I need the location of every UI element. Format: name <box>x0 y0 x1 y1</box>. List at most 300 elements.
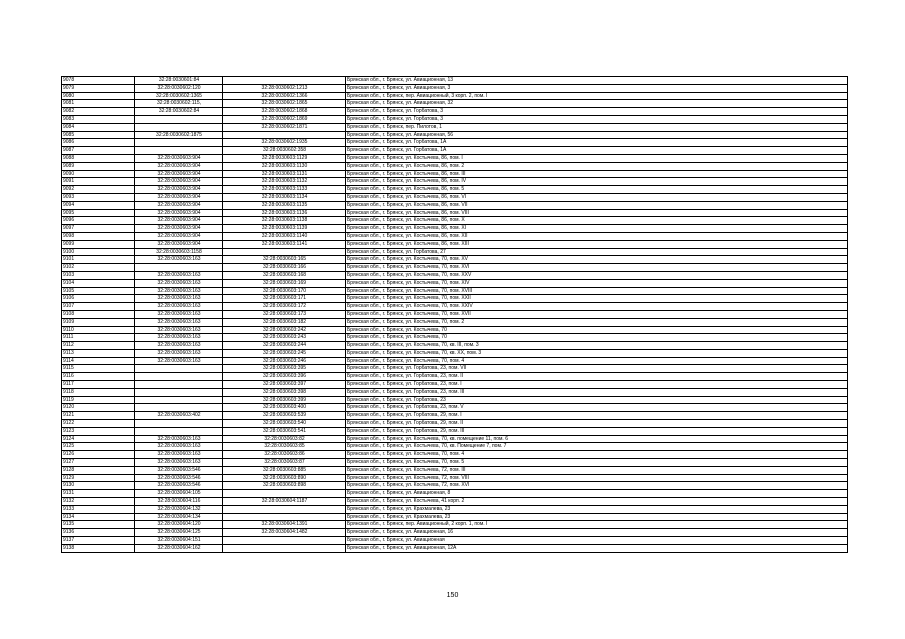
row-number-cell: 9104 <box>62 279 135 287</box>
address-cell: Брянская обл., г. Брянск, ул. Костычева, 70, пом. 5 <box>346 459 848 467</box>
address-cell: Брянская обл., г. Брянск, ул. Авиационная, 12А <box>346 544 848 552</box>
address-cell: Брянская обл., г. Брянск, ул. Костычева, 86, пом. IV <box>346 178 848 186</box>
parcel-cadastral-cell: 32:28:0030603:163 <box>135 295 223 303</box>
parcel-cadastral-cell <box>135 381 223 389</box>
row-number-cell: 9081 <box>62 100 135 108</box>
address-cell: Брянская обл., г. Брянск, ул. Горбатова, 1А <box>346 147 848 155</box>
row-number-cell: 9085 <box>62 131 135 139</box>
address-cell: Брянская обл., г. Брянск, ул. Костычева, 86, пом. XI <box>346 225 848 233</box>
parcel-cadastral-cell: 32:28:0030603:904 <box>135 209 223 217</box>
object-cadastral-cell: 32:28:0030603:1141 <box>223 240 346 248</box>
parcel-cadastral-cell: 32:28:0030603:1158 <box>135 248 223 256</box>
parcel-cadastral-cell <box>135 123 223 131</box>
row-number-cell: 9088 <box>62 154 135 162</box>
table-row <box>62 349 848 357</box>
row-number-cell: 9084 <box>62 123 135 131</box>
address-cell: Брянская обл., г. Брянск, ул. Костычева, 86, пом. I <box>346 154 848 162</box>
parcel-cadastral-cell: 32:28:0030604:116 <box>135 498 223 506</box>
table-row <box>62 256 848 264</box>
object-cadastral-cell: 32:28:0030602:358 <box>223 147 346 155</box>
address-cell: Брянская обл., г. Брянск, ул. Авиационная, 32 <box>346 100 848 108</box>
address-cell: Брянская обл., г. Брянск, ул. Костычева, 86, пом. 2 <box>346 162 848 170</box>
object-cadastral-cell: 32:28:0030603:1140 <box>223 232 346 240</box>
parcel-cadastral-cell <box>135 147 223 155</box>
parcel-cadastral-cell: 32:28:0030604:125 <box>135 529 223 537</box>
row-number-cell: 9094 <box>62 201 135 209</box>
address-cell: Брянская обл., г. Брянск, ул. Костычева, 86, пом. XII <box>346 232 848 240</box>
row-number-cell: 9083 <box>62 115 135 123</box>
table-row <box>62 435 848 443</box>
row-number-cell: 9132 <box>62 498 135 506</box>
table-row <box>62 295 848 303</box>
object-cadastral-cell <box>223 544 346 552</box>
table-row <box>62 412 848 420</box>
object-cadastral-cell: 32:28:0030603:396 <box>223 373 346 381</box>
table-row <box>62 193 848 201</box>
row-number-cell: 9133 <box>62 505 135 513</box>
table-row <box>62 154 848 162</box>
object-cadastral-cell: 32:28:0030603:885 <box>223 466 346 474</box>
address-cell: Брянская обл., г. Брянск, ул. Костычева, 41 корп. 2 <box>346 498 848 506</box>
row-number-cell: 9135 <box>62 521 135 529</box>
table-row <box>62 466 848 474</box>
row-number-cell: 9128 <box>62 466 135 474</box>
table-row <box>62 373 848 381</box>
parcel-cadastral-cell: 32:28:0030604:162 <box>135 544 223 552</box>
table-row <box>62 404 848 412</box>
object-cadastral-cell <box>223 505 346 513</box>
address-cell: Брянская обл., г. Брянск, ул. Костычева, 70, пом. 2 <box>346 318 848 326</box>
address-cell: Брянская обл., г. Брянск, ул. Горбатова, 29, пом. III <box>346 427 848 435</box>
address-cell: Брянская обл., г. Брянск, ул. Горбатова, 29, пом. II <box>346 420 848 428</box>
address-cell: Брянская обл., г. Брянск, ул. Костычева, 86, пом. VII <box>346 201 848 209</box>
table-row <box>62 240 848 248</box>
address-cell: Брянская обл., г. Брянск, ул. Костычева, 70, пом. XVIII <box>346 287 848 295</box>
parcel-cadastral-cell: 32:28:0030603:904 <box>135 193 223 201</box>
object-cadastral-cell: 32:28:0030603:898 <box>223 482 346 490</box>
object-cadastral-cell: 32:28:0030604:1391 <box>223 521 346 529</box>
row-number-cell: 9114 <box>62 357 135 365</box>
object-cadastral-cell: 32:28:0030603:395 <box>223 365 346 373</box>
table-row <box>62 388 848 396</box>
parcel-cadastral-cell: 32:28:0030603:904 <box>135 201 223 209</box>
table-row <box>62 357 848 365</box>
row-number-cell: 9096 <box>62 217 135 225</box>
address-cell: Брянская обл., г. Брянск, ул. Костычева, 86, пом. XIII <box>346 240 848 248</box>
address-cell: Брянская обл., г. Брянск, ул. Горбатова, 3 <box>346 115 848 123</box>
parcel-cadastral-cell <box>135 427 223 435</box>
parcel-cadastral-cell: 32:28:0030603:163 <box>135 287 223 295</box>
object-cadastral-cell: 32:28:0030603:1129 <box>223 154 346 162</box>
row-number-cell: 9092 <box>62 186 135 194</box>
parcel-cadastral-cell: 32:28:0030603:163 <box>135 451 223 459</box>
object-cadastral-cell: 32:28:0030603:166 <box>223 264 346 272</box>
object-cadastral-cell: 32:28:0030602:1869 <box>223 115 346 123</box>
address-cell: Брянская обл., г. Брянск, ул. Авиационная, 8 <box>346 490 848 498</box>
table-row <box>62 209 848 217</box>
parcel-cadastral-cell <box>135 404 223 412</box>
row-number-cell: 9086 <box>62 139 135 147</box>
object-cadastral-cell: 32:28:0030603:398 <box>223 388 346 396</box>
row-number-cell: 9137 <box>62 537 135 545</box>
parcel-cadastral-cell: 32:28:0030602:115, <box>135 100 223 108</box>
table-row <box>62 115 848 123</box>
table-row <box>62 342 848 350</box>
address-cell: Брянская обл., г. Брянск, ул. Авиационная, 16 <box>346 529 848 537</box>
parcel-cadastral-cell: 32:28:0030603:163 <box>135 334 223 342</box>
parcel-cadastral-cell: 32:28:0030602:1875 <box>135 131 223 139</box>
object-cadastral-cell: 32:28:0030603:1139 <box>223 225 346 233</box>
parcel-cadastral-cell: 32:28:0030603:163 <box>135 326 223 334</box>
table-row <box>62 84 848 92</box>
parcel-cadastral-cell <box>135 388 223 396</box>
object-cadastral-cell: 32:28:0030604:1482 <box>223 529 346 537</box>
address-cell: Брянская обл., г. Брянск, ул. Костычева, 70 <box>346 334 848 342</box>
object-cadastral-cell: 32:28:0030603:1133 <box>223 186 346 194</box>
object-cadastral-cell <box>223 248 346 256</box>
address-cell: Брянская обл., г. Брянск, ул. Авиационная, 13 <box>346 77 848 85</box>
row-number-cell: 9087 <box>62 147 135 155</box>
object-cadastral-cell: 32:28:0030603:539 <box>223 412 346 420</box>
address-cell: Брянская обл., г. Брянск, ул. Горбатова, 23, пом. III <box>346 388 848 396</box>
address-cell: Брянская обл., г. Брянск, ул. Горбатова, 23, пом. V <box>346 404 848 412</box>
object-cadastral-cell: 32:28:0030603:165 <box>223 256 346 264</box>
parcel-cadastral-cell <box>135 139 223 147</box>
address-cell: Брянская обл., г. Брянск, ул. Горбатова, 27 <box>346 248 848 256</box>
row-number-cell: 9126 <box>62 451 135 459</box>
parcel-cadastral-cell <box>135 373 223 381</box>
object-cadastral-cell: 32:28:0030603:243 <box>223 334 346 342</box>
address-cell: Брянская обл., г. Брянск, ул. Крахмалева, 23 <box>346 513 848 521</box>
object-cadastral-cell: 32:28:0030602:1871 <box>223 123 346 131</box>
object-cadastral-cell <box>223 77 346 85</box>
address-cell: Брянская обл., г. Брянск, ул. Крахмалева, 23 <box>346 505 848 513</box>
table-row <box>62 310 848 318</box>
row-number-cell: 9123 <box>62 427 135 435</box>
object-cadastral-cell: 32:28:0030603:82 <box>223 435 346 443</box>
row-number-cell: 9112 <box>62 342 135 350</box>
parcel-cadastral-cell: 32:28:0030603:402 <box>135 412 223 420</box>
address-cell: Брянская обл., г. Брянск, ул. Костычева, 86, пом. VIII <box>346 209 848 217</box>
parcel-cadastral-cell: 32:28:0030603:904 <box>135 232 223 240</box>
row-number-cell: 9124 <box>62 435 135 443</box>
table-row <box>62 427 848 435</box>
row-number-cell: 9100 <box>62 248 135 256</box>
parcel-cadastral-cell: 32:28:0030603:904 <box>135 186 223 194</box>
row-number-cell: 9115 <box>62 365 135 373</box>
address-cell: Брянская обл., г. Брянск, ул. Костычева, 70, кв. III, пом. 3 <box>346 342 848 350</box>
row-number-cell: 9117 <box>62 381 135 389</box>
row-number-cell: 9079 <box>62 84 135 92</box>
object-cadastral-cell: 32:28:0030603:399 <box>223 396 346 404</box>
parcel-cadastral-cell: 32:28:0030604:105 <box>135 490 223 498</box>
object-cadastral-cell <box>223 131 346 139</box>
row-number-cell: 9102 <box>62 264 135 272</box>
page-number: 150 <box>446 592 459 599</box>
table-row <box>62 108 848 116</box>
object-cadastral-cell: 32:28:0030603:171 <box>223 295 346 303</box>
row-number-cell: 9097 <box>62 225 135 233</box>
object-cadastral-cell <box>223 490 346 498</box>
parcel-cadastral-cell: 32:28:0030603:904 <box>135 217 223 225</box>
address-cell: Брянская обл., г. Брянск, ул. Костычева, 86, пом. III <box>346 170 848 178</box>
parcel-cadastral-cell: 32:28:0030603:163 <box>135 310 223 318</box>
address-cell: Брянская обл., г. Брянск, пер. Авиационный, 3 корп. 2, пом. I <box>346 92 848 100</box>
object-cadastral-cell <box>223 513 346 521</box>
object-cadastral-cell: 32:28:0030602:1366 <box>223 92 346 100</box>
object-cadastral-cell: 32:28:0030603:540 <box>223 420 346 428</box>
row-number-cell: 9101 <box>62 256 135 264</box>
parcel-cadastral-cell: 32:28:0030603:163 <box>135 342 223 350</box>
table-row <box>62 147 848 155</box>
row-number-cell: 9134 <box>62 513 135 521</box>
object-cadastral-cell: 32:28:0030603:242 <box>223 326 346 334</box>
object-cadastral-cell: 32:28:0030603:170 <box>223 287 346 295</box>
object-cadastral-cell: 32:28:0030603:86 <box>223 451 346 459</box>
object-cadastral-cell: 32:28:0030603:1132 <box>223 178 346 186</box>
parcel-cadastral-cell: 32:28:0030603:163 <box>135 303 223 311</box>
row-number-cell: 9130 <box>62 482 135 490</box>
parcel-cadastral-cell: 32:28:0030603:904 <box>135 154 223 162</box>
parcel-cadastral-cell: 32:28:0030603:546 <box>135 474 223 482</box>
table-row <box>62 264 848 272</box>
parcel-cadastral-cell: 32:28:0030604:132 <box>135 505 223 513</box>
table-row <box>62 170 848 178</box>
row-number-cell: 9091 <box>62 178 135 186</box>
address-cell: Брянская обл., г. Брянск, ул. Костычева, 70, пом. XVII <box>346 310 848 318</box>
object-cadastral-cell: 32:28:0030603:1134 <box>223 193 346 201</box>
table-row <box>62 232 848 240</box>
row-number-cell: 9078 <box>62 77 135 85</box>
address-cell: Брянская обл., г. Брянск, ул. Костычева, 70, кв. XX, пом. 3 <box>346 349 848 357</box>
parcel-cadastral-cell: 32:28:0030603:163 <box>135 256 223 264</box>
object-cadastral-cell: 32:28:0030603:1135 <box>223 201 346 209</box>
row-number-cell: 9131 <box>62 490 135 498</box>
table-row <box>62 505 848 513</box>
row-number-cell: 9098 <box>62 232 135 240</box>
object-cadastral-cell: 32:28:0030603:397 <box>223 381 346 389</box>
address-cell: Брянская обл., г. Брянск, ул. Горбатова, 29, пом. I <box>346 412 848 420</box>
object-cadastral-cell: 32:28:0030603:541 <box>223 427 346 435</box>
address-cell: Брянская обл., г. Брянск, ул. Костычева, 70, пом. XXV <box>346 271 848 279</box>
registry-table-body <box>62 77 848 553</box>
parcel-cadastral-cell: 32:28:0030601:84 <box>135 77 223 85</box>
parcel-cadastral-cell: 32:28:0030603:163 <box>135 443 223 451</box>
parcel-cadastral-cell: 32:28:0030602:1365 <box>135 92 223 100</box>
table-row <box>62 396 848 404</box>
row-number-cell: 9111 <box>62 334 135 342</box>
parcel-cadastral-cell <box>135 420 223 428</box>
parcel-cadastral-cell: 32:28:0030603:163 <box>135 435 223 443</box>
table-row <box>62 420 848 428</box>
row-number-cell: 9116 <box>62 373 135 381</box>
address-cell: Брянская обл., г. Брянск, ул. Костычева, 70, пом. XXIV <box>346 303 848 311</box>
row-number-cell: 9127 <box>62 459 135 467</box>
table-row <box>62 131 848 139</box>
object-cadastral-cell: 32:28:0030602:1865 <box>223 100 346 108</box>
address-cell: Брянская обл., г. Брянск, пер. Авиационный, 2 корп. 1, пом. I <box>346 521 848 529</box>
address-cell: Брянская обл., г. Брянск, пер. Пилотов, 1 <box>346 123 848 131</box>
address-cell: Брянская обл., г. Брянск, ул. Костычева, 72, пом. III <box>346 466 848 474</box>
address-cell: Брянская обл., г. Брянск, ул. Костычева, 86, пом. 5 <box>346 186 848 194</box>
row-number-cell: 9105 <box>62 287 135 295</box>
address-cell: Брянская обл., г. Брянск, ул. Горбатова, 3 <box>346 108 848 116</box>
parcel-cadastral-cell: 32:28:0030603:546 <box>135 482 223 490</box>
object-cadastral-cell: 32:28:0030603:1131 <box>223 170 346 178</box>
row-number-cell: 9080 <box>62 92 135 100</box>
address-cell: Брянская обл., г. Брянск, ул. Горбатова, 23, пом. II <box>346 373 848 381</box>
row-number-cell: 9122 <box>62 420 135 428</box>
address-cell: Брянская обл., г. Брянск, ул. Костычева, 70, кв. помещение 11, пом. 6 <box>346 435 848 443</box>
table-row <box>62 326 848 334</box>
row-number-cell: 9107 <box>62 303 135 311</box>
address-cell: Брянская обл., г. Брянск, ул. Горбатова, 23 <box>346 396 848 404</box>
table-row <box>62 334 848 342</box>
table-row <box>62 201 848 209</box>
table-row <box>62 381 848 389</box>
table-row <box>62 498 848 506</box>
object-cadastral-cell: 32:28:0030603:1130 <box>223 162 346 170</box>
address-cell: Брянская обл., г. Брянск, ул. Авиационная, 3 <box>346 84 848 92</box>
table-row <box>62 186 848 194</box>
table-row <box>62 459 848 467</box>
row-number-cell: 9103 <box>62 271 135 279</box>
table-row <box>62 490 848 498</box>
object-cadastral-cell: 32:28:0030603:182 <box>223 318 346 326</box>
row-number-cell: 9110 <box>62 326 135 334</box>
table-row <box>62 529 848 537</box>
parcel-cadastral-cell: 32:28:0030603:904 <box>135 170 223 178</box>
parcel-cadastral-cell: 32:28:0030602:84 <box>135 108 223 116</box>
address-cell: Брянская обл., г. Брянск, ул. Костычева, 70, кв. Помещение 7, пом. 7 <box>346 443 848 451</box>
address-cell: Брянская обл., г. Брянск, ул. Костычева, 70 <box>346 326 848 334</box>
parcel-cadastral-cell: 32:28:0030603:163 <box>135 279 223 287</box>
table-row <box>62 303 848 311</box>
table-row <box>62 451 848 459</box>
parcel-cadastral-cell <box>135 115 223 123</box>
registry-table <box>61 76 848 553</box>
table-row <box>62 318 848 326</box>
address-cell: Брянская обл., г. Брянск, ул. Костычева, 86, пом. X <box>346 217 848 225</box>
parcel-cadastral-cell: 32:28:0030603:904 <box>135 240 223 248</box>
parcel-cadastral-cell: 32:28:0030604:151 <box>135 537 223 545</box>
row-number-cell: 9099 <box>62 240 135 248</box>
row-number-cell: 9113 <box>62 349 135 357</box>
object-cadastral-cell: 32:28:0030602:1868 <box>223 108 346 116</box>
object-cadastral-cell: 32:28:0030604:1187 <box>223 498 346 506</box>
table-row <box>62 482 848 490</box>
object-cadastral-cell: 32:28:0030603:172 <box>223 303 346 311</box>
address-cell: Брянская обл., г. Брянск, ул. Костычева, 70, пом. 4 <box>346 451 848 459</box>
object-cadastral-cell: 32:28:0030603:244 <box>223 342 346 350</box>
address-cell: Брянская обл., г. Брянск, ул. Костычева, 70, пом. XVI <box>346 264 848 272</box>
row-number-cell: 9129 <box>62 474 135 482</box>
address-cell: Брянская обл., г. Брянск, ул. Авиационная <box>346 537 848 545</box>
row-number-cell: 9136 <box>62 529 135 537</box>
table-row <box>62 162 848 170</box>
address-cell: Брянская обл., г. Брянск, ул. Костычева, 86, пом. VI <box>346 193 848 201</box>
row-number-cell: 9109 <box>62 318 135 326</box>
table-row <box>62 100 848 108</box>
address-cell: Брянская обл., г. Брянск, ул. Костычева, 70, пом. XIV <box>346 279 848 287</box>
object-cadastral-cell: 32:28:0030603:1136 <box>223 209 346 217</box>
table-row <box>62 443 848 451</box>
object-cadastral-cell: 32:28:0030603:85 <box>223 443 346 451</box>
table-row <box>62 139 848 147</box>
table-row <box>62 544 848 552</box>
address-cell: Брянская обл., г. Брянск, ул. Костычева, 70, пом. XXII <box>346 295 848 303</box>
object-cadastral-cell: 32:28:0030603:1138 <box>223 217 346 225</box>
parcel-cadastral-cell: 32:28:0030603:163 <box>135 349 223 357</box>
table-row <box>62 248 848 256</box>
table-row <box>62 279 848 287</box>
object-cadastral-cell: 32:28:0030603:890 <box>223 474 346 482</box>
table-row <box>62 521 848 529</box>
address-cell: Брянская обл., г. Брянск, ул. Горбатова, 23, пом. VII <box>346 365 848 373</box>
parcel-cadastral-cell <box>135 396 223 404</box>
table-row <box>62 537 848 545</box>
row-number-cell: 9138 <box>62 544 135 552</box>
row-number-cell: 9125 <box>62 443 135 451</box>
table-row <box>62 225 848 233</box>
object-cadastral-cell <box>223 537 346 545</box>
row-number-cell: 9108 <box>62 310 135 318</box>
table-row <box>62 513 848 521</box>
parcel-cadastral-cell: 32:28:0030602:120 <box>135 84 223 92</box>
table-row <box>62 77 848 85</box>
row-number-cell: 9093 <box>62 193 135 201</box>
parcel-cadastral-cell: 32:28:0030603:904 <box>135 162 223 170</box>
table-row <box>62 474 848 482</box>
row-number-cell: 9118 <box>62 388 135 396</box>
row-number-cell: 9120 <box>62 404 135 412</box>
parcel-cadastral-cell: 32:28:0030603:546 <box>135 466 223 474</box>
object-cadastral-cell: 32:28:0030603:169 <box>223 279 346 287</box>
parcel-cadastral-cell: 32:28:0030604:120 <box>135 521 223 529</box>
table-row <box>62 271 848 279</box>
address-cell: Брянская обл., г. Брянск, ул. Костычева, 70, пом. XV <box>346 256 848 264</box>
table-row <box>62 123 848 131</box>
row-number-cell: 9089 <box>62 162 135 170</box>
object-cadastral-cell: 32:28:0030603:246 <box>223 357 346 365</box>
row-number-cell: 9121 <box>62 412 135 420</box>
table-row <box>62 287 848 295</box>
parcel-cadastral-cell <box>135 264 223 272</box>
address-cell: Брянская обл., г. Брянск, ул. Костычева, 70, пом. 4 <box>346 357 848 365</box>
object-cadastral-cell: 32:28:0030602:1213 <box>223 84 346 92</box>
row-number-cell: 9095 <box>62 209 135 217</box>
object-cadastral-cell: 32:28:0030602:1935 <box>223 139 346 147</box>
parcel-cadastral-cell <box>135 365 223 373</box>
row-number-cell: 9082 <box>62 108 135 116</box>
object-cadastral-cell: 32:28:0030603:245 <box>223 349 346 357</box>
address-cell: Брянская обл., г. Брянск, ул. Костычева, 72, пом. XVI <box>346 482 848 490</box>
parcel-cadastral-cell: 32:28:0030603:904 <box>135 178 223 186</box>
parcel-cadastral-cell: 32:28:0030603:163 <box>135 357 223 365</box>
object-cadastral-cell: 32:28:0030603:173 <box>223 310 346 318</box>
table-row <box>62 365 848 373</box>
table-row <box>62 92 848 100</box>
object-cadastral-cell: 32:28:0030603:400 <box>223 404 346 412</box>
row-number-cell: 9090 <box>62 170 135 178</box>
parcel-cadastral-cell: 32:28:0030603:163 <box>135 318 223 326</box>
row-number-cell: 9106 <box>62 295 135 303</box>
address-cell: Брянская обл., г. Брянск, ул. Авиационная, 56 <box>346 131 848 139</box>
object-cadastral-cell: 32:28:0030603:168 <box>223 271 346 279</box>
table-row <box>62 217 848 225</box>
address-cell: Брянская обл., г. Брянск, ул. Горбатова, 1А <box>346 139 848 147</box>
parcel-cadastral-cell: 32:28:0030603:163 <box>135 459 223 467</box>
